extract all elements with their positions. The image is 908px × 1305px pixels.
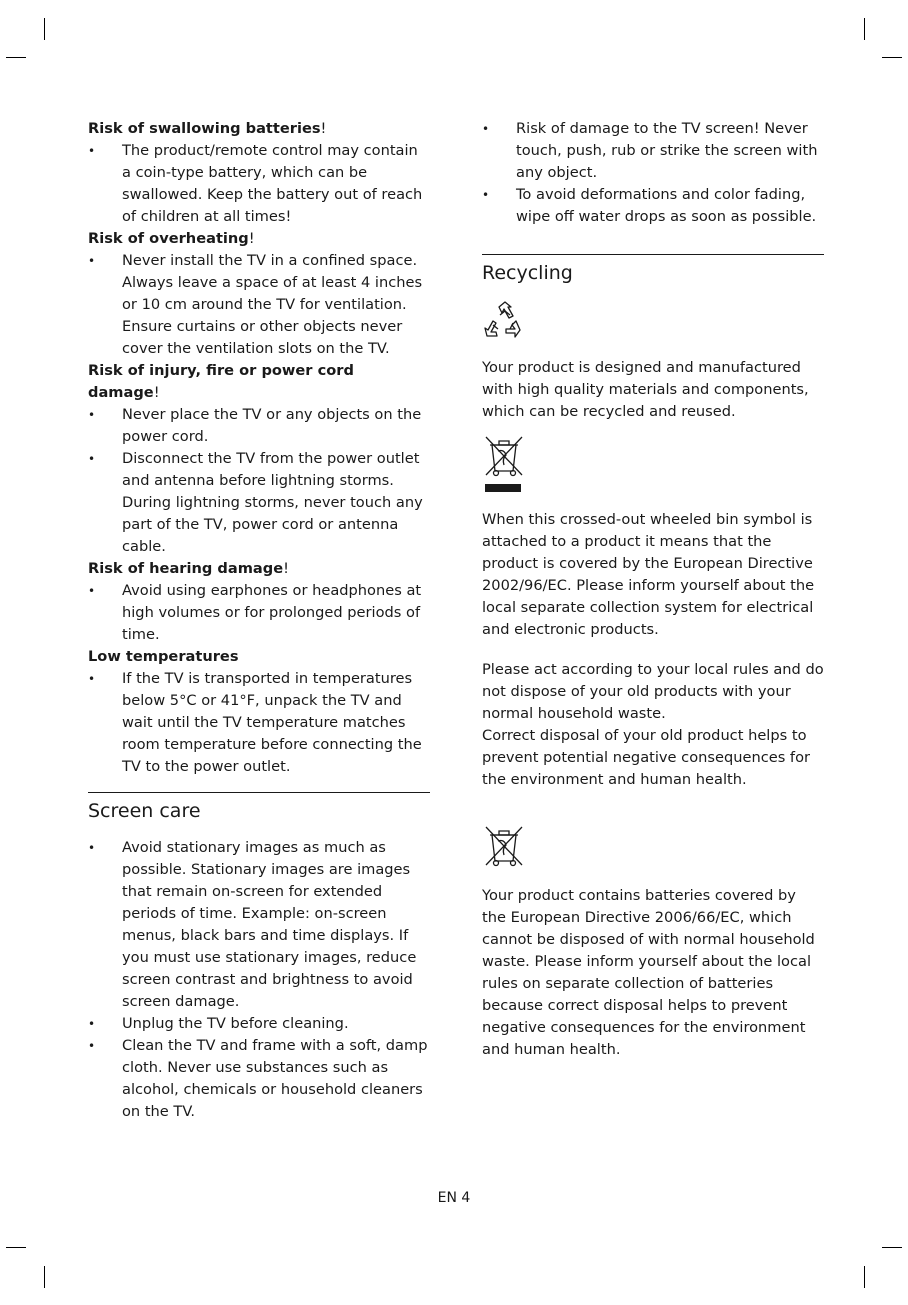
recycling-paragraph: Your product contains batteries covered by the European Directive 2006/66/EC, which cannot be disposed of with normal household waste. Please inform yourself about the local rules on separate collection of batteries because correct disposal helps to prevent negative consequences for the environment and human health. [482,887,815,1058]
list-item: • Avoid stationary images as much as possible. Stationary images are images that remain on-screen for extended periods of time. Example: on-screen menus, black bars and time displays. If you must use stationary images, reduce screen contrast and brightness to avoid screen damage. [88,837,430,1013]
list-item: • The product/remote control may contain a coin-type battery, which can be swallowed. Keep the battery out of reach of children at all times! [88,140,430,228]
bullet-list [88,837,430,1123]
section-divider [482,254,824,255]
list-item: • Unplug the TV before cleaning. [88,1013,430,1035]
bullet-list [88,404,430,558]
crop-mark [44,1266,45,1288]
right-column [482,118,824,1061]
risk-block-hearing [88,558,430,646]
risk-title: Risk of overheating! [88,230,255,247]
left-column [88,118,430,1123]
recycle-icon [482,299,528,345]
list-item: • To avoid deformations and color fading, wipe off water drops as soon as possible. [482,184,824,228]
risk-block-swallowing [88,118,430,228]
risk-title: Risk of hearing damage! [88,560,289,577]
risk-block-injury [88,360,430,558]
risk-title: Risk of swallowing batteries! [88,120,327,137]
list-item: • Never place the TV or any objects on the power cord. [88,404,430,448]
risk-block-overheating [88,228,430,360]
crossed-bin-icon [482,433,526,495]
crop-mark [882,57,902,58]
recycling-paragraph: Your product is designed and manufactured with high quality materials and components, which can be recycled and reused. [482,359,809,420]
recycling-paragraph: Correct disposal of your old product helps to prevent potential negative consequences for the environment and human health. [482,727,811,788]
crop-mark [864,18,865,40]
list-item: • Never install the TV in a confined space. Always leave a space of at least 4 inches or 10 cm around the TV for ventilation. Ensure curtains or other objects never cover the ventilation slots on the TV. [88,250,430,360]
risk-title: Low temperatures [88,648,239,665]
section-title-recycling: Recycling [482,262,573,284]
list-item: • Risk of damage to the TV screen! Never touch, push, rub or strike the screen with any object. [482,118,824,184]
crop-mark [6,1247,26,1248]
crop-mark [882,1247,902,1248]
recycling-paragraph: Please act according to your local rules and do not dispose of your old products with your normal household waste. [482,661,824,722]
recycling-paragraph: When this crossed-out wheeled bin symbol is attached to a product it means that the product is covered by the European Directive 2002/96/EC. Please inform yourself about the local separate collection system for electrical and electronic products. [482,511,815,638]
bullet-list [482,118,824,228]
bullet-list [88,580,430,646]
risk-block-low-temperatures [88,646,430,778]
bullet-list [88,668,430,778]
list-item: • If the TV is transported in temperatures below 5°C or 41°F, unpack the TV and wait until the TV temperature matches room temperature before connecting the TV to the power outlet. [88,668,430,778]
page-number: EN 4 [437,1190,471,1206]
crop-mark [44,18,45,40]
bullet-list [88,140,430,228]
section-title-screen-care: Screen care [88,800,201,822]
crossed-bin-icon [482,823,526,869]
list-item: • Disconnect the TV from the power outlet and antenna before lightning storms. During lightning storms, never touch any part of the TV, power cord or antenna cable. [88,448,430,558]
list-item: • Avoid using earphones or headphones at high volumes or for prolonged periods of time. [88,580,430,646]
crop-mark [864,1266,865,1288]
section-divider [88,792,430,793]
risk-title: Risk of injury, fire or power cord damage! [88,362,354,401]
crop-mark [6,57,26,58]
bullet-list [88,250,430,360]
list-item: • Clean the TV and frame with a soft, damp cloth. Never use substances such as alcohol, chemicals or household cleaners on the TV. [88,1035,430,1123]
